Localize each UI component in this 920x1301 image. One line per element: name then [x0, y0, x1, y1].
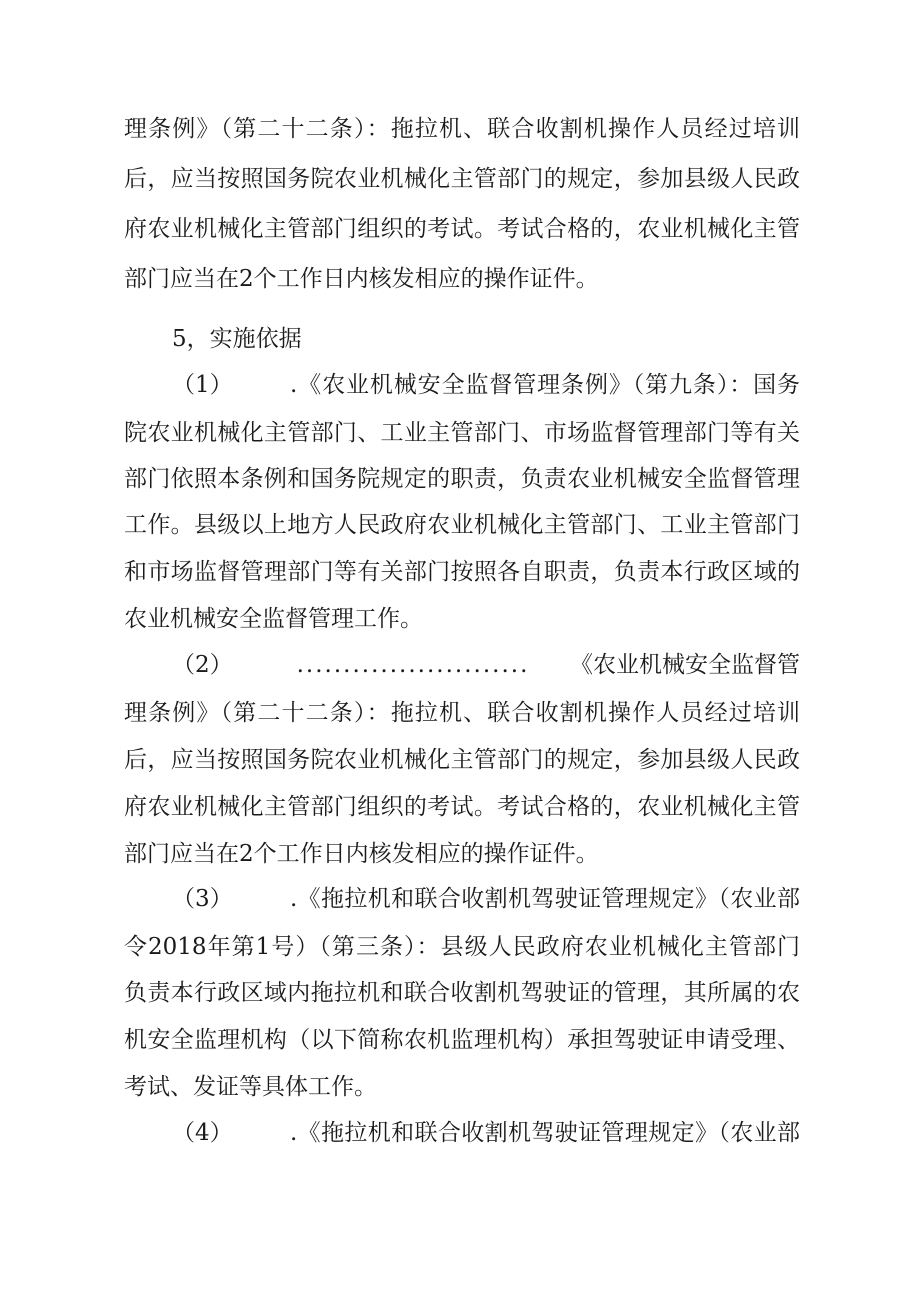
text-line: 府农业机械化主管部门组织的考试。考试合格的，农业机械化主管: [124, 794, 800, 820]
text-line: 工作。县级以上地方人民政府农业机械化主管部门、工业主管部门: [124, 512, 800, 538]
text-line: 院农业机械化主管部门、工业主管部门、市场监督管理部门等有关: [124, 420, 800, 446]
list-item-2: [172, 642, 800, 688]
text-line: 考试、发证等具体工作。: [124, 1074, 377, 1100]
text-line: 理条例》（第二十二条）：拖拉机、联合收割机操作人员经过培训: [124, 700, 800, 726]
text-line: 部门应当在2个工作日内核发相应的操作证件。: [124, 266, 599, 292]
list-item-number: （3）: [172, 886, 233, 912]
text-line: 负责本行政区域内拖拉机和联合收割机驾驶证的管理，其所属的农: [124, 980, 800, 1006]
list-item-text: .《拖拉机和联合收割机驾驶证管理规定》（农业部: [290, 886, 800, 912]
list-item-4: [172, 1110, 800, 1156]
text-line: 府农业机械化主管部门组织的考试。考试合格的，农业机械化主管: [124, 216, 800, 242]
list-item-leader-dots: .........................: [296, 652, 530, 678]
text-line: 理条例》（第二十二条）：拖拉机、联合收割机操作人员经过培训: [124, 116, 800, 142]
text-line: 令2018年第1号）（第三条）：县级人民政府农业机械化主管部门: [124, 934, 800, 960]
text-line: 后，应当按照国务院农业机械化主管部门的规定，参加县级人民政: [124, 166, 800, 192]
list-item-text: .《农业机械安全监督管理条例》（第九条）：国务: [290, 372, 800, 398]
text-line: 部门依照本条例和国务院规定的职责，负责农业机械安全监督管理: [124, 466, 800, 492]
text-line: 部门应当在2个工作日内核发相应的操作证件。: [124, 841, 599, 867]
section-heading: 5，实施依据: [172, 326, 302, 352]
text-line: 机安全监理机构（以下简称农机监理机构）承担驾驶证申请受理、: [124, 1027, 800, 1053]
text-line: 和市场监督管理部门等有关部门按照各自职责，负责本行政区域的: [124, 559, 800, 585]
list-item-3: [172, 876, 800, 922]
list-item-1: [172, 362, 800, 408]
list-item-number: （2）: [172, 652, 233, 678]
list-item-text: 《农业机械安全监督管: [570, 652, 800, 678]
list-item-number: （1）: [172, 372, 233, 398]
list-item-number: （4）: [172, 1120, 233, 1146]
text-line: 后，应当按照国务院农业机械化主管部门的规定，参加县级人民政: [124, 747, 800, 773]
text-line: 农业机械安全监督管理工作。: [124, 606, 423, 632]
list-item-text: .《拖拉机和联合收割机驾驶证管理规定》（农业部: [290, 1120, 800, 1146]
